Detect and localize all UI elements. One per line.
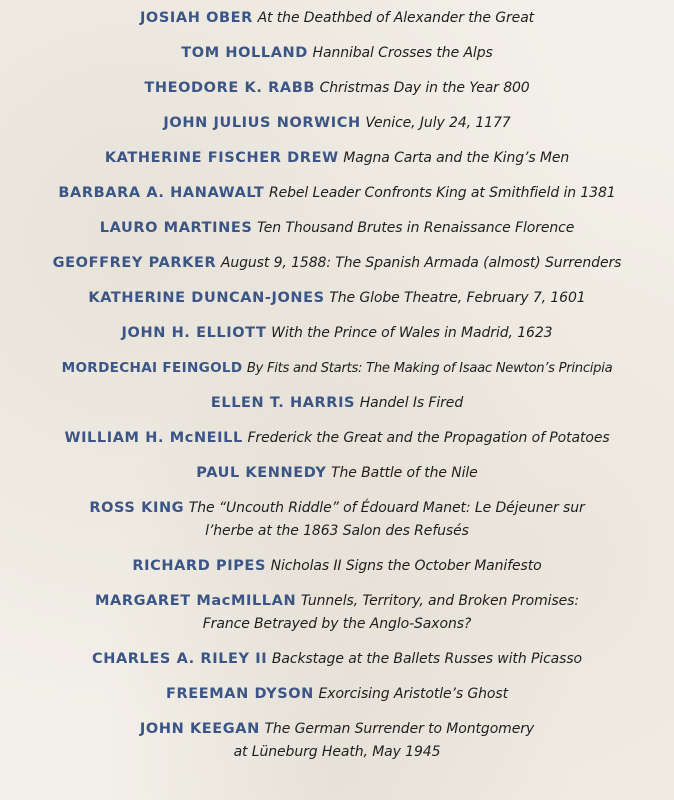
entry-author: BARBARA A. HANAWALT [58,185,265,201]
entry-author: JOHN H. ELLIOTT [121,325,267,341]
entry-title-continued: France Betrayed by the Anglo-Saxons? [202,616,472,632]
entry-title: Rebel Leader Confronts King at Smithfield in 1381 [268,185,616,201]
entry-title: Venice, July 24, 1177 [365,115,511,131]
entry-author: ELLEN T. HARRIS [210,395,356,411]
contents-entry [0,77,674,112]
contents-entry [0,182,674,217]
contents-entry [0,357,674,392]
entry-author: WILLIAM H. McNEILL [64,430,243,446]
entry-title: Handel Is Fired [359,395,464,411]
entry-title: Tunnels, Territory, and Broken Promises: [300,593,579,609]
contents-entry [0,555,674,590]
entry-title: Hannibal Crosses the Alps [312,45,493,61]
contents-list [0,7,674,776]
contents-entry [0,322,674,357]
contents-entry [0,217,674,252]
contents-entry [0,147,674,182]
contents-entry [0,392,674,427]
contents-entry [0,497,674,555]
entry-title: At the Deathbed of Alexander the Great [257,10,535,26]
entry-title: Frederick the Great and the Propagation of Potatoes [247,430,610,446]
contents-entry [0,112,674,147]
entry-author: KATHERINE FISCHER DREW [104,150,339,166]
contents-entry [0,287,674,322]
entry-title: The German Surrender to Montgomery [264,721,535,737]
entry-author: MORDECHAI FEINGOLD [61,360,243,376]
entry-title-continued: l’herbe at the 1863 Salon des Refusés [205,523,469,539]
entry-author: MARGARET MacMILLAN [94,593,297,609]
entry-author: GEOFFREY PARKER [52,255,217,271]
entry-title: August 9, 1588: The Spanish Armada (almost) Surrenders [220,255,622,271]
contents-entry [0,718,674,776]
entry-author: RICHARD PIPES [132,558,266,574]
entry-title: Magna Carta and the King’s Men [343,150,570,166]
entry-title: Christmas Day in the Year 800 [319,80,530,96]
entry-author: KATHERINE DUNCAN-JONES [88,290,325,306]
entry-title: Backstage at the Ballets Russes with Picasso [271,651,583,667]
contents-entry [0,590,674,648]
entry-author: JOHN JULIUS NORWICH [163,115,361,131]
contents-entry [0,648,674,683]
entry-author: LAURO MARTINES [99,220,253,236]
contents-entry [0,252,674,287]
entry-title: Exorcising Aristotle’s Ghost [318,686,508,702]
contents-entry [0,683,674,718]
entry-title: Nicholas II Signs the October Manifesto [270,558,542,574]
entry-title: With the Prince of Wales in Madrid, 1623 [271,325,553,341]
entry-author: CHARLES A. RILEY II [91,651,268,667]
contents-entry [0,7,674,42]
entry-author: JOHN KEEGAN [139,721,260,737]
entry-title: The Globe Theatre, February 7, 1601 [329,290,586,306]
entry-author: ROSS KING [89,500,185,516]
entry-title: By Fits and Starts: The Making of Isaac Newton’s Principia [246,361,613,376]
entry-title: The Battle of the Nile [331,465,478,481]
contents-entry [0,42,674,77]
entry-author: PAUL KENNEDY [196,465,327,481]
entry-author: JOSIAH OBER [139,10,253,26]
contents-entry [0,427,674,462]
entry-author: THEODORE K. RABB [144,80,315,96]
entry-title: Ten Thousand Brutes in Renaissance Florence [257,220,575,236]
contents-entry [0,462,674,497]
entry-title-continued: at Lüneburg Heath, May 1945 [233,744,441,760]
entry-author: FREEMAN DYSON [166,686,314,702]
entry-author: TOM HOLLAND [181,45,308,61]
entry-title: The “Uncouth Riddle” of Édouard Manet: Le Déjeuner sur [188,500,585,516]
